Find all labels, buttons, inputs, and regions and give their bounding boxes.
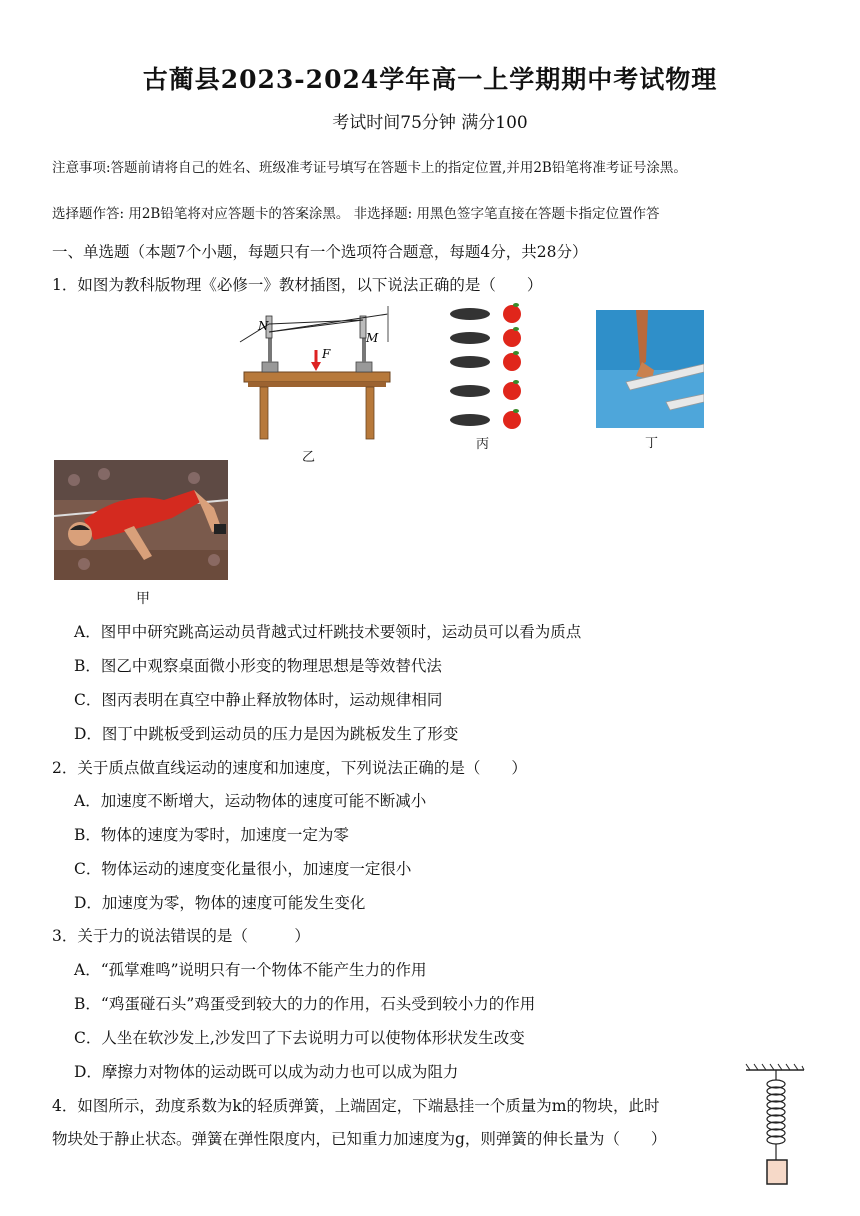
caption-jia: 甲: [136, 591, 150, 607]
q1-option-c: C．图丙表明在真空中静止释放物体时，运动规律相同: [74, 691, 443, 709]
caption-ding: 丁: [645, 436, 659, 451]
question-2-stem: 2．关于质点做直线运动的速度和加速度，下列说法正确的是（ ）: [52, 759, 527, 777]
question-4-stem-line-2: 物块处于静止状态。弹簧在弹性限度内，已知重力加速度为g，则弹簧的伸长量为（ ）: [52, 1130, 667, 1148]
figure-ding-diving-board: [596, 310, 704, 428]
q1-option-a: A．图甲中研究跳高运动员背越式过杆跳技术要领时，运动员可以看为质点: [74, 623, 582, 641]
q3-option-a: A．“孤掌难鸣”说明只有一个物体不能产生力的作用: [74, 961, 427, 979]
exam-title: 古蔺县2023-2024学年高一上学期期中考试物理: [142, 65, 718, 94]
q3-option-c: C．人坐在软沙发上,沙发凹了下去说明力可以使物体形状发生改变: [74, 1029, 525, 1047]
notice-line-2: 选择题作答: 用2B铅笔将对应答题卡的答案涂黑。 非选择题: 用黑色签字笔直接在答题卡指定位置作答: [52, 206, 660, 222]
figure-spring-block: [744, 1062, 806, 1190]
q3-option-b: B．“鸡蛋碰石头”鸡蛋受到较大的力的作用，石头受到较小力的作用: [74, 995, 536, 1013]
question-3-stem: 3．关于力的说法错误的是（ ）: [52, 927, 310, 945]
figure-jia-high-jumper: [54, 460, 228, 580]
caption-yi: 乙: [302, 450, 316, 465]
label-f: F: [322, 347, 331, 361]
q1-option-b: B．图乙中观察桌面微小形变的物理思想是等效替代法: [74, 657, 442, 675]
exam-subtitle: 考试时间75分钟 满分100: [332, 113, 528, 133]
q2-option-d: D．加速度为零，物体的速度可能发生变化: [74, 894, 366, 912]
q2-option-c: C．物体运动的速度变化量很小，加速度一定很小: [74, 860, 412, 878]
label-m: M: [366, 331, 379, 345]
label-n: N: [258, 319, 269, 333]
notice-line-1: 注意事项:答题前请将自己的姓名、班级准考证号填写在答题卡上的指定位置,并用2B铅笔将准考证号涂黑。: [52, 160, 687, 176]
figure-bing-feathers-apples: [440, 300, 530, 436]
q3-option-d: D．摩擦力对物体的运动既可以成为动力也可以成为阻力: [74, 1063, 459, 1081]
question-1-stem: 1．如图为教科版物理《必修一》教材插图，以下说法正确的是（ ）: [52, 276, 543, 294]
q2-option-a: A．加速度不断增大，运动物体的速度可能不断减小: [74, 792, 427, 810]
question-4-stem-line-1: 4．如图所示，劲度系数为k的轻质弹簧，上端固定，下端悬挂一个质量为m的物块，此时: [52, 1097, 660, 1115]
figure-yi-table-mirrors: [238, 302, 398, 452]
q2-option-b: B．物体的速度为零时，加速度一定为零: [74, 826, 349, 844]
caption-bing: 丙: [476, 437, 490, 452]
q1-option-d: D．图丁中跳板受到运动员的压力是因为跳板发生了形变: [74, 725, 459, 743]
section-heading: 一、单选题（本题7个小题，每题只有一个选项符合题意，每题4分，共28分）: [52, 243, 588, 261]
